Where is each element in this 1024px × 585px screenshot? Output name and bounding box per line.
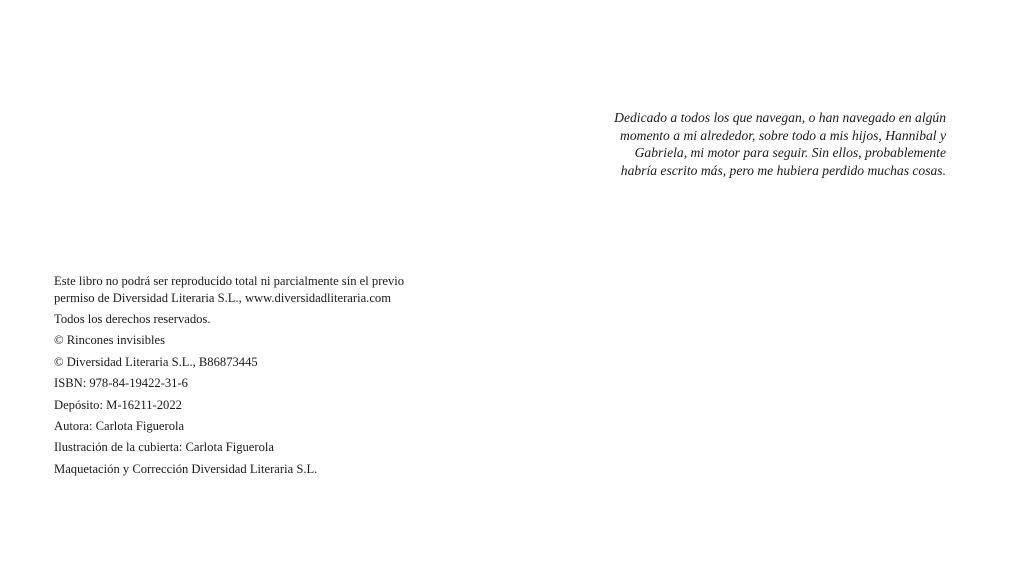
author: Autora: Carlota Figuerola <box>54 418 185 433</box>
dedication-line-3: Gabriela, mi motor para seguir. Sin ellos, probablemente <box>634 145 946 160</box>
cover-illustration-credit: Ilustración de la cubierta: Carlota Figuerola <box>54 440 274 455</box>
copyright-title: © Rincones invisibles <box>54 333 166 348</box>
rights-reserved: Todos los derechos reservados. <box>54 312 211 326</box>
dedication-page <box>512 0 1024 585</box>
legal-deposit: Depósito: M-16211-2022 <box>54 397 182 412</box>
notice-line-1: Este libro no podrá ser reproducido total ni parcialmente sin el previo <box>54 274 405 288</box>
layout-editing-credit: Maquetación y Corrección Diversidad Literaria S.L. <box>54 461 318 476</box>
credits-block <box>54 273 474 482</box>
dedication-line-1: Dedicado a todos los que navegan, o han navegado en algún <box>614 110 946 125</box>
dedication-line-2: momento a mi alrededor, sobre todo a mis hijos, Hannibal y <box>620 127 946 143</box>
dedication-text <box>566 109 946 179</box>
isbn: ISBN: 978-84-19422-31-6 <box>54 376 188 391</box>
notice-line-2: permiso de Diversidad Literaria S.L., www.diversidadliteraria.com <box>54 291 392 305</box>
reproduction-notice <box>54 273 474 307</box>
dedication-line-4: habría escrito más, pero me hubiera perdido muchas cosas. <box>620 162 946 178</box>
copyright-publisher: © Diversidad Literaria S.L., B86873445 <box>54 354 258 369</box>
